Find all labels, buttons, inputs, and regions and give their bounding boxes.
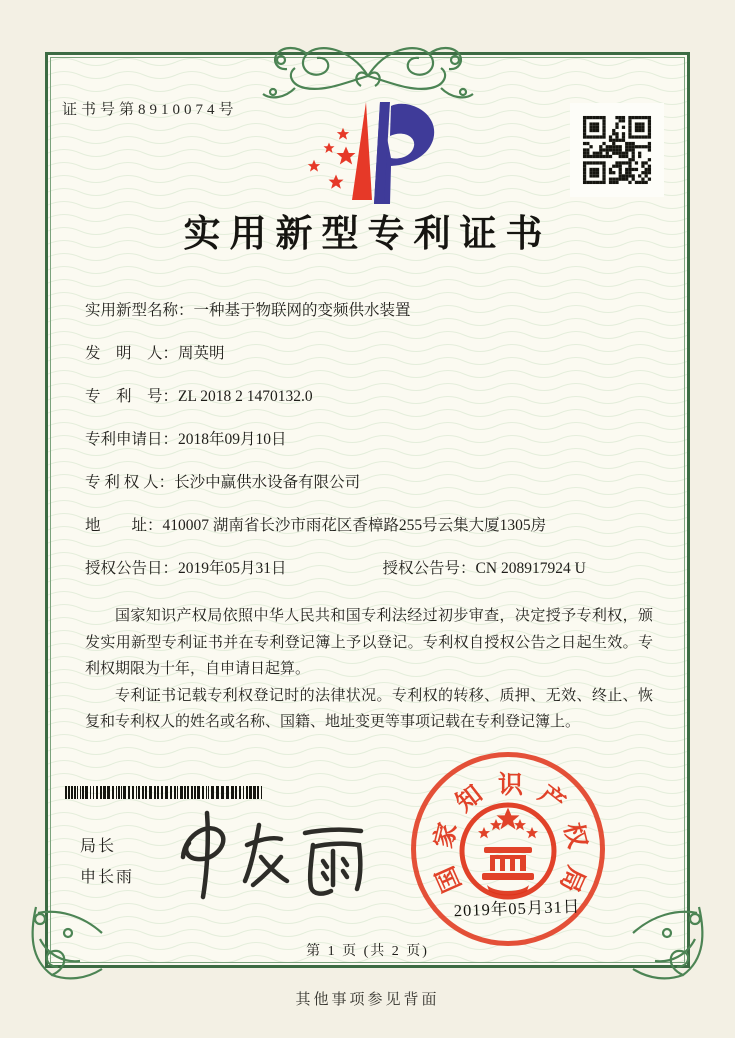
seal-ring-char: 知 [451, 780, 488, 818]
grant-number-value: CN 208917924 U [475, 560, 586, 577]
cnipa-logo-icon [294, 96, 446, 210]
field-value: 2018年09月10日 [178, 431, 287, 448]
grant-number-label: 授权公告号： [382, 560, 476, 577]
legal-paragraph-2: 专利证书记载专利权登记时的法律状况。专利权的转移、质押、无效、终止、恢复和专利权人的姓名或名称、国籍、地址变更等事项记载在专利登记簿上。 [85, 687, 653, 730]
field-value: 410007 湖南省长沙市雨花区香樟路255号云集大厦1305房 [162, 517, 547, 534]
certificate-title: 实用新型专利证书 [183, 214, 552, 255]
field-row-inventor [85, 343, 651, 364]
grant-date-value: 2019年05月31日 [178, 560, 287, 577]
seal-date: 2019年05月31日 [453, 896, 581, 921]
field-label: 专 利 权 人： [85, 474, 175, 491]
field-value: 周英明 [178, 345, 225, 362]
field-row-patent-number [85, 386, 651, 407]
field-value: ZL 2018 2 1470132.0 [178, 388, 313, 405]
handwritten-signature-icon [163, 805, 378, 903]
field-row-utility-name [85, 300, 651, 321]
seal-ring-char: 局 [553, 861, 589, 896]
field-label: 地 址： [85, 517, 163, 534]
director-block [80, 831, 134, 893]
field-row-grant [85, 558, 651, 579]
spacer [287, 558, 383, 579]
seal-ring-char: 权 [558, 819, 592, 851]
field-row-address [85, 515, 651, 536]
field-label: 实用新型名称： [85, 302, 194, 319]
grant-date-label: 授权公告日： [85, 560, 179, 577]
legal-text-block [85, 603, 653, 736]
back-note: 其他事项参见背面 [295, 992, 440, 1008]
field-list [85, 300, 651, 601]
certificate-number: 证书号第8910074号 [62, 102, 238, 118]
field-label: 专 利 号： [85, 388, 179, 405]
legal-paragraph-1: 国家知识产权局依照中华人民共和国专利法经过初步审查，决定授予专利权，颁发实用新型专利证书并在专利登记簿上予以登记。专利权自授权公告之日起生效。专利权期限为十年，自申请日起算。 [85, 608, 653, 677]
field-label: 发 明 人： [85, 345, 179, 362]
field-value: 一种基于物联网的变频供水装置 [193, 302, 411, 319]
director-name: 申长雨 [80, 869, 135, 886]
seal-ring-char: 产 [533, 780, 570, 818]
director-title: 局长 [80, 838, 117, 855]
seal-ring-char: 国 [432, 861, 468, 896]
field-row-patentee [85, 472, 651, 493]
qr-code-icon [570, 103, 664, 197]
field-row-filing-date [85, 429, 651, 450]
field-label: 专利申请日： [85, 431, 179, 448]
page-indicator: 第 1 页 (共 2 页) [306, 944, 429, 959]
seal-ring-char: 识 [497, 771, 524, 799]
seal-ring-char: 家 [429, 819, 463, 851]
barcode-icon [64, 786, 266, 799]
field-value: 长沙中赢供水设备有限公司 [174, 474, 361, 491]
